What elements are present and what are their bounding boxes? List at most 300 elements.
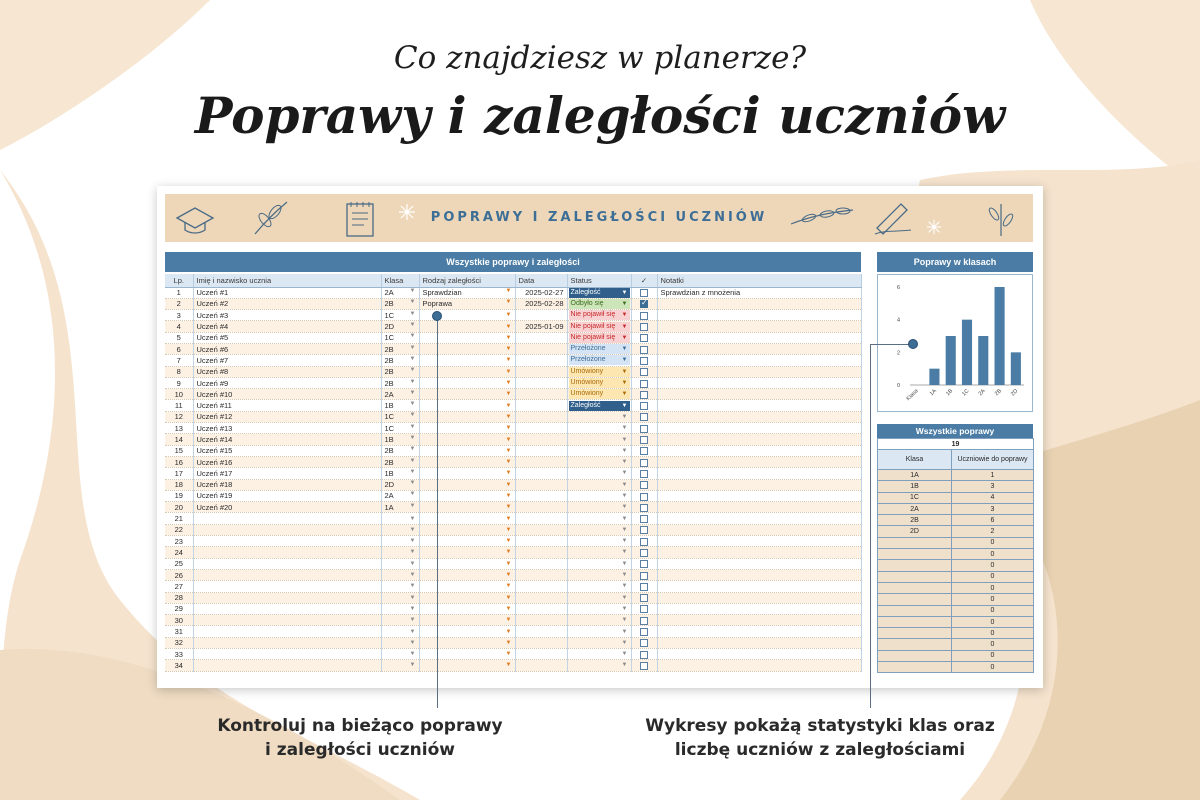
cell-status-dropdown[interactable] <box>567 343 631 354</box>
dropdown-arrow-icon[interactable]: ▼ <box>621 538 628 545</box>
cell-done-checkbox[interactable] <box>631 547 657 558</box>
cell-date[interactable] <box>515 547 567 558</box>
cell-status-dropdown[interactable] <box>567 445 631 456</box>
cell-rodzaj-dropdown[interactable] <box>419 456 515 467</box>
cell-notes[interactable] <box>657 411 861 422</box>
done-checkbox[interactable] <box>640 380 648 388</box>
dropdown-arrow-icon[interactable]: ▼ <box>621 662 628 669</box>
cell-date[interactable] <box>515 479 567 490</box>
cell-klasa-dropdown[interactable] <box>381 626 419 637</box>
cell-student-name[interactable] <box>193 626 381 637</box>
cell-date[interactable] <box>515 558 567 569</box>
cell-student-name[interactable] <box>193 581 381 592</box>
cell-rodzaj-dropdown[interactable] <box>419 355 515 366</box>
dropdown-arrow-icon[interactable]: ▼ <box>409 378 416 385</box>
done-checkbox[interactable] <box>640 323 648 331</box>
dropdown-arrow-icon[interactable]: ▼ <box>505 549 512 556</box>
dropdown-arrow-icon[interactable]: ▼ <box>621 515 628 522</box>
cell-done-checkbox[interactable] <box>631 502 657 513</box>
done-checkbox[interactable] <box>640 594 648 602</box>
cell-notes[interactable] <box>657 389 861 400</box>
cell-date[interactable] <box>515 445 567 456</box>
cell-status-dropdown[interactable] <box>567 569 631 580</box>
done-checkbox[interactable] <box>640 334 648 342</box>
cell-rodzaj-dropdown[interactable] <box>419 298 515 309</box>
done-checkbox[interactable] <box>640 300 648 308</box>
cell-klasa-dropdown[interactable] <box>381 490 419 501</box>
cell-klasa-dropdown[interactable] <box>381 287 419 298</box>
cell-notes[interactable] <box>657 558 861 569</box>
status-badge[interactable] <box>569 378 630 388</box>
done-checkbox[interactable] <box>640 425 648 433</box>
cell-status-dropdown[interactable] <box>567 468 631 479</box>
dropdown-arrow-icon[interactable]: ▼ <box>409 435 416 441</box>
done-checkbox[interactable] <box>640 493 648 501</box>
cell-notes[interactable] <box>657 321 861 332</box>
cell-rodzaj-dropdown[interactable] <box>419 366 515 377</box>
cell-date[interactable] <box>515 637 567 648</box>
dropdown-arrow-icon[interactable]: ▼ <box>409 583 416 590</box>
cell-status-dropdown[interactable] <box>567 603 631 614</box>
dropdown-arrow-icon[interactable]: ▼ <box>505 515 512 522</box>
cell-klasa-dropdown[interactable] <box>381 411 419 422</box>
cell-notes[interactable] <box>657 649 861 660</box>
cell-student-name[interactable] <box>193 660 381 671</box>
status-badge[interactable] <box>569 310 630 320</box>
cell-done-checkbox[interactable] <box>631 536 657 547</box>
cell-date[interactable] <box>515 502 567 513</box>
cell-done-checkbox[interactable] <box>631 310 657 321</box>
dropdown-arrow-icon[interactable]: ▼ <box>621 391 628 398</box>
cell-status-dropdown[interactable] <box>567 615 631 626</box>
cell-status-dropdown[interactable] <box>567 581 631 592</box>
dropdown-arrow-icon[interactable]: ▼ <box>409 412 416 419</box>
cell-notes[interactable] <box>657 343 861 354</box>
dropdown-arrow-icon[interactable]: ▼ <box>505 651 512 658</box>
cell-student-name[interactable] <box>193 468 381 479</box>
cell-status-dropdown[interactable] <box>567 434 631 445</box>
cell-date[interactable] <box>515 569 567 580</box>
dropdown-arrow-icon[interactable]: ▼ <box>621 639 628 646</box>
cell-date[interactable] <box>515 524 567 535</box>
cell-klasa-dropdown[interactable] <box>381 389 419 400</box>
cell-date[interactable] <box>515 581 567 592</box>
cell-done-checkbox[interactable] <box>631 411 657 422</box>
cell-klasa-dropdown[interactable] <box>381 547 419 558</box>
dropdown-arrow-icon[interactable]: ▼ <box>409 288 416 295</box>
dropdown-arrow-icon[interactable]: ▼ <box>505 560 512 567</box>
cell-notes[interactable] <box>657 524 861 535</box>
dropdown-arrow-icon[interactable]: ▼ <box>621 380 628 387</box>
cell-student-name[interactable] <box>193 637 381 648</box>
dropdown-arrow-icon[interactable]: ▼ <box>409 605 416 612</box>
dropdown-arrow-icon[interactable]: ▼ <box>409 468 416 475</box>
cell-done-checkbox[interactable] <box>631 660 657 671</box>
done-checkbox[interactable] <box>640 447 648 455</box>
cell-klasa-dropdown[interactable] <box>381 603 419 614</box>
cell-student-name[interactable] <box>193 389 381 400</box>
dropdown-arrow-icon[interactable]: ▼ <box>505 583 512 590</box>
cell-klasa-dropdown[interactable] <box>381 592 419 603</box>
dropdown-arrow-icon[interactable]: ▼ <box>409 538 416 545</box>
cell-rodzaj-dropdown[interactable] <box>419 637 515 648</box>
dropdown-arrow-icon[interactable]: ▼ <box>621 368 628 375</box>
done-checkbox[interactable] <box>640 651 648 659</box>
done-checkbox[interactable] <box>640 357 648 365</box>
cell-done-checkbox[interactable] <box>631 626 657 637</box>
done-checkbox[interactable] <box>640 346 648 354</box>
cell-status-dropdown[interactable] <box>567 513 631 524</box>
dropdown-arrow-icon[interactable]: ▼ <box>505 459 512 466</box>
cell-klasa-dropdown[interactable] <box>381 343 419 354</box>
dropdown-arrow-icon[interactable]: ▼ <box>621 470 628 477</box>
status-badge[interactable] <box>569 299 630 309</box>
cell-klasa-dropdown[interactable] <box>381 536 419 547</box>
status-badge[interactable] <box>569 367 630 377</box>
dropdown-arrow-icon[interactable]: ▼ <box>505 594 512 601</box>
cell-status-dropdown[interactable] <box>567 502 631 513</box>
dropdown-arrow-icon[interactable]: ▼ <box>621 481 628 488</box>
done-checkbox[interactable] <box>640 560 648 568</box>
cell-done-checkbox[interactable] <box>631 592 657 603</box>
cell-student-name[interactable] <box>193 603 381 614</box>
done-checkbox[interactable] <box>640 583 648 591</box>
cell-date[interactable] <box>515 310 567 321</box>
cell-notes[interactable] <box>657 603 861 614</box>
dropdown-arrow-icon[interactable]: ▼ <box>621 346 628 353</box>
cell-done-checkbox[interactable] <box>631 513 657 524</box>
cell-notes[interactable] <box>657 434 861 445</box>
cell-notes[interactable] <box>657 445 861 456</box>
cell-done-checkbox[interactable] <box>631 355 657 366</box>
cell-date[interactable] <box>515 332 567 343</box>
cell-klasa-dropdown[interactable] <box>381 434 419 445</box>
dropdown-arrow-icon[interactable]: ▼ <box>505 538 512 545</box>
cell-status-dropdown[interactable] <box>567 456 631 467</box>
cell-status-dropdown[interactable] <box>567 660 631 671</box>
cell-klasa-dropdown[interactable] <box>381 423 419 434</box>
cell-notes[interactable] <box>657 298 861 309</box>
dropdown-arrow-icon[interactable]: ▼ <box>505 492 512 499</box>
cell-done-checkbox[interactable] <box>631 615 657 626</box>
cell-klasa-dropdown[interactable] <box>381 479 419 490</box>
cell-notes[interactable] <box>657 400 861 411</box>
cell-status-dropdown[interactable] <box>567 479 631 490</box>
dropdown-arrow-icon[interactable]: ▼ <box>621 594 628 601</box>
cell-done-checkbox[interactable] <box>631 400 657 411</box>
cell-student-name[interactable] <box>193 479 381 490</box>
dropdown-arrow-icon[interactable]: ▼ <box>505 662 512 669</box>
cell-student-name[interactable] <box>193 615 381 626</box>
dropdown-arrow-icon[interactable]: ▼ <box>409 628 416 635</box>
cell-student-name[interactable] <box>193 287 381 298</box>
cell-date[interactable] <box>515 343 567 354</box>
cell-klasa-dropdown[interactable] <box>381 558 419 569</box>
cell-done-checkbox[interactable] <box>631 490 657 501</box>
cell-notes[interactable] <box>657 479 861 490</box>
dropdown-arrow-icon[interactable]: ▼ <box>409 299 416 306</box>
done-checkbox[interactable] <box>640 481 648 489</box>
cell-done-checkbox[interactable] <box>631 332 657 343</box>
status-badge[interactable] <box>569 344 630 354</box>
dropdown-arrow-icon[interactable]: ▼ <box>505 605 512 612</box>
cell-rodzaj-dropdown[interactable] <box>419 468 515 479</box>
cell-done-checkbox[interactable] <box>631 298 657 309</box>
cell-status-dropdown[interactable] <box>567 592 631 603</box>
cell-notes[interactable] <box>657 355 861 366</box>
cell-klasa-dropdown[interactable] <box>381 649 419 660</box>
dropdown-arrow-icon[interactable]: ▼ <box>409 389 416 396</box>
dropdown-arrow-icon[interactable]: ▼ <box>621 572 628 579</box>
cell-done-checkbox[interactable] <box>631 479 657 490</box>
dropdown-arrow-icon[interactable]: ▼ <box>505 628 512 635</box>
dropdown-arrow-icon[interactable]: ▼ <box>505 617 512 624</box>
cell-status-dropdown[interactable] <box>567 400 631 411</box>
cell-notes[interactable] <box>657 592 861 603</box>
cell-rodzaj-dropdown[interactable] <box>419 569 515 580</box>
cell-student-name[interactable] <box>193 400 381 411</box>
cell-notes[interactable] <box>657 310 861 321</box>
cell-student-name[interactable] <box>193 411 381 422</box>
dropdown-arrow-icon[interactable]: ▼ <box>505 481 512 488</box>
cell-klasa-dropdown[interactable] <box>381 615 419 626</box>
cell-date[interactable] <box>515 389 567 400</box>
dropdown-arrow-icon[interactable]: ▼ <box>505 413 512 420</box>
cell-rodzaj-dropdown[interactable] <box>419 603 515 614</box>
dropdown-arrow-icon[interactable]: ▼ <box>505 391 512 398</box>
cell-rodzaj-dropdown[interactable] <box>419 536 515 547</box>
done-checkbox[interactable] <box>640 538 648 546</box>
dropdown-arrow-icon[interactable]: ▼ <box>505 425 512 432</box>
cell-rodzaj-dropdown[interactable] <box>419 389 515 400</box>
cell-status-dropdown[interactable] <box>567 377 631 388</box>
cell-rodzaj-dropdown[interactable] <box>419 513 515 524</box>
cell-date[interactable] <box>515 287 567 298</box>
cell-klasa-dropdown[interactable] <box>381 445 419 456</box>
dropdown-arrow-icon[interactable]: ▼ <box>409 572 416 579</box>
cell-rodzaj-dropdown[interactable] <box>419 524 515 535</box>
dropdown-arrow-icon[interactable]: ▼ <box>409 367 416 374</box>
dropdown-arrow-icon[interactable]: ▼ <box>409 491 416 498</box>
cell-date[interactable] <box>515 377 567 388</box>
cell-student-name[interactable] <box>193 434 381 445</box>
cell-date[interactable] <box>515 649 567 660</box>
cell-date[interactable] <box>515 298 567 309</box>
dropdown-arrow-icon[interactable]: ▼ <box>621 459 628 466</box>
cell-done-checkbox[interactable] <box>631 524 657 535</box>
dropdown-arrow-icon[interactable]: ▼ <box>621 357 628 364</box>
dropdown-arrow-icon[interactable]: ▼ <box>409 344 416 351</box>
cell-klasa-dropdown[interactable] <box>381 581 419 592</box>
cell-rodzaj-dropdown[interactable] <box>419 547 515 558</box>
cell-student-name[interactable] <box>193 558 381 569</box>
dropdown-arrow-icon[interactable]: ▼ <box>505 323 512 330</box>
cell-date[interactable] <box>515 592 567 603</box>
cell-done-checkbox[interactable] <box>631 649 657 660</box>
cell-klasa-dropdown[interactable] <box>381 637 419 648</box>
dropdown-arrow-icon[interactable]: ▼ <box>505 526 512 533</box>
cell-student-name[interactable] <box>193 490 381 501</box>
cell-done-checkbox[interactable] <box>631 321 657 332</box>
dropdown-arrow-icon[interactable]: ▼ <box>505 504 512 511</box>
cell-klasa-dropdown[interactable] <box>381 366 419 377</box>
dropdown-arrow-icon[interactable]: ▼ <box>505 447 512 454</box>
dropdown-arrow-icon[interactable]: ▼ <box>621 447 628 454</box>
cell-student-name[interactable] <box>193 332 381 343</box>
status-badge[interactable] <box>569 355 630 365</box>
cell-status-dropdown[interactable] <box>567 490 631 501</box>
cell-notes[interactable] <box>657 490 861 501</box>
cell-notes[interactable] <box>657 581 861 592</box>
cell-notes[interactable] <box>657 547 861 558</box>
done-checkbox[interactable] <box>640 391 648 399</box>
cell-date[interactable] <box>515 355 567 366</box>
cell-student-name[interactable] <box>193 524 381 535</box>
cell-notes[interactable] <box>657 468 861 479</box>
cell-student-name[interactable] <box>193 298 381 309</box>
cell-student-name[interactable] <box>193 502 381 513</box>
cell-notes[interactable] <box>657 626 861 637</box>
dropdown-arrow-icon[interactable]: ▼ <box>409 423 416 430</box>
dropdown-arrow-icon[interactable]: ▼ <box>621 549 628 556</box>
cell-klasa-dropdown[interactable] <box>381 502 419 513</box>
dropdown-arrow-icon[interactable]: ▼ <box>505 346 512 353</box>
cell-date[interactable] <box>515 366 567 377</box>
cell-rodzaj-dropdown[interactable] <box>419 423 515 434</box>
done-checkbox[interactable] <box>640 413 648 421</box>
done-checkbox[interactable] <box>640 526 648 534</box>
status-badge[interactable] <box>569 322 630 332</box>
dropdown-arrow-icon[interactable]: ▼ <box>621 492 628 499</box>
cell-date[interactable] <box>515 490 567 501</box>
dropdown-arrow-icon[interactable]: ▼ <box>621 334 628 341</box>
cell-klasa-dropdown[interactable] <box>381 355 419 366</box>
cell-status-dropdown[interactable] <box>567 355 631 366</box>
dropdown-arrow-icon[interactable]: ▼ <box>409 457 416 464</box>
cell-student-name[interactable] <box>193 377 381 388</box>
dropdown-arrow-icon[interactable]: ▼ <box>505 436 512 443</box>
cell-rodzaj-dropdown[interactable] <box>419 581 515 592</box>
dropdown-arrow-icon[interactable]: ▼ <box>505 402 512 409</box>
cell-rodzaj-dropdown[interactable] <box>419 490 515 501</box>
dropdown-arrow-icon[interactable]: ▼ <box>409 651 416 658</box>
cell-rodzaj-dropdown[interactable] <box>419 343 515 354</box>
done-checkbox[interactable] <box>640 312 648 320</box>
dropdown-arrow-icon[interactable]: ▼ <box>621 323 628 330</box>
dropdown-arrow-icon[interactable]: ▼ <box>621 651 628 658</box>
cell-notes[interactable] <box>657 377 861 388</box>
dropdown-arrow-icon[interactable]: ▼ <box>621 289 628 296</box>
dropdown-arrow-icon[interactable]: ▼ <box>621 617 628 624</box>
cell-notes[interactable] <box>657 660 861 671</box>
cell-done-checkbox[interactable] <box>631 468 657 479</box>
dropdown-arrow-icon[interactable]: ▼ <box>505 639 512 646</box>
done-checkbox[interactable] <box>640 662 648 670</box>
done-checkbox[interactable] <box>640 639 648 647</box>
dropdown-arrow-icon[interactable]: ▼ <box>621 560 628 567</box>
cell-date[interactable] <box>515 468 567 479</box>
cell-klasa-dropdown[interactable] <box>381 468 419 479</box>
cell-status-dropdown[interactable] <box>567 423 631 434</box>
cell-status-dropdown[interactable] <box>567 287 631 298</box>
cell-notes[interactable] <box>657 615 861 626</box>
status-badge[interactable] <box>569 389 630 399</box>
dropdown-arrow-icon[interactable]: ▼ <box>409 594 416 601</box>
cell-notes[interactable] <box>657 423 861 434</box>
dropdown-arrow-icon[interactable]: ▼ <box>621 402 628 409</box>
cell-rodzaj-dropdown[interactable] <box>419 660 515 671</box>
dropdown-arrow-icon[interactable]: ▼ <box>409 401 416 408</box>
cell-student-name[interactable] <box>193 310 381 321</box>
cell-student-name[interactable] <box>193 343 381 354</box>
done-checkbox[interactable] <box>640 617 648 625</box>
dropdown-arrow-icon[interactable]: ▼ <box>409 549 416 556</box>
cell-done-checkbox[interactable] <box>631 603 657 614</box>
cell-done-checkbox[interactable] <box>631 637 657 648</box>
done-checkbox[interactable] <box>640 504 648 512</box>
cell-status-dropdown[interactable] <box>567 637 631 648</box>
cell-date[interactable] <box>515 536 567 547</box>
cell-notes[interactable] <box>657 287 861 298</box>
done-checkbox[interactable] <box>640 549 648 557</box>
done-checkbox[interactable] <box>640 605 648 613</box>
dropdown-arrow-icon[interactable]: ▼ <box>505 368 512 375</box>
cell-rodzaj-dropdown[interactable] <box>419 377 515 388</box>
cell-status-dropdown[interactable] <box>567 524 631 535</box>
dropdown-arrow-icon[interactable]: ▼ <box>409 560 416 567</box>
dropdown-arrow-icon[interactable]: ▼ <box>621 628 628 635</box>
cell-done-checkbox[interactable] <box>631 423 657 434</box>
cell-rodzaj-dropdown[interactable] <box>419 332 515 343</box>
cell-rodzaj-dropdown[interactable] <box>419 558 515 569</box>
cell-student-name[interactable] <box>193 592 381 603</box>
cell-student-name[interactable] <box>193 355 381 366</box>
cell-klasa-dropdown[interactable] <box>381 524 419 535</box>
cell-date[interactable] <box>515 626 567 637</box>
cell-rodzaj-dropdown[interactable] <box>419 434 515 445</box>
cell-done-checkbox[interactable] <box>631 456 657 467</box>
cell-klasa-dropdown[interactable] <box>381 321 419 332</box>
cell-done-checkbox[interactable] <box>631 434 657 445</box>
cell-status-dropdown[interactable] <box>567 310 631 321</box>
cell-status-dropdown[interactable] <box>567 366 631 377</box>
dropdown-arrow-icon[interactable]: ▼ <box>621 504 628 511</box>
dropdown-arrow-icon[interactable]: ▼ <box>409 310 416 317</box>
cell-done-checkbox[interactable] <box>631 558 657 569</box>
cell-done-checkbox[interactable] <box>631 377 657 388</box>
cell-klasa-dropdown[interactable] <box>381 456 419 467</box>
dropdown-arrow-icon[interactable]: ▼ <box>409 662 416 669</box>
done-checkbox[interactable] <box>640 572 648 580</box>
dropdown-arrow-icon[interactable]: ▼ <box>409 639 416 646</box>
done-checkbox[interactable] <box>640 402 648 410</box>
cell-date[interactable] <box>515 603 567 614</box>
cell-notes[interactable] <box>657 513 861 524</box>
dropdown-arrow-icon[interactable]: ▼ <box>409 480 416 487</box>
dropdown-arrow-icon[interactable]: ▼ <box>621 413 628 420</box>
cell-student-name[interactable] <box>193 649 381 660</box>
cell-date[interactable] <box>515 411 567 422</box>
dropdown-arrow-icon[interactable]: ▼ <box>409 333 416 340</box>
cell-student-name[interactable] <box>193 456 381 467</box>
dropdown-arrow-icon[interactable]: ▼ <box>505 288 512 295</box>
cell-date[interactable] <box>515 615 567 626</box>
cell-rodzaj-dropdown[interactable] <box>419 592 515 603</box>
dropdown-arrow-icon[interactable]: ▼ <box>505 299 512 306</box>
cell-status-dropdown[interactable] <box>567 649 631 660</box>
cell-notes[interactable] <box>657 637 861 648</box>
cell-student-name[interactable] <box>193 536 381 547</box>
